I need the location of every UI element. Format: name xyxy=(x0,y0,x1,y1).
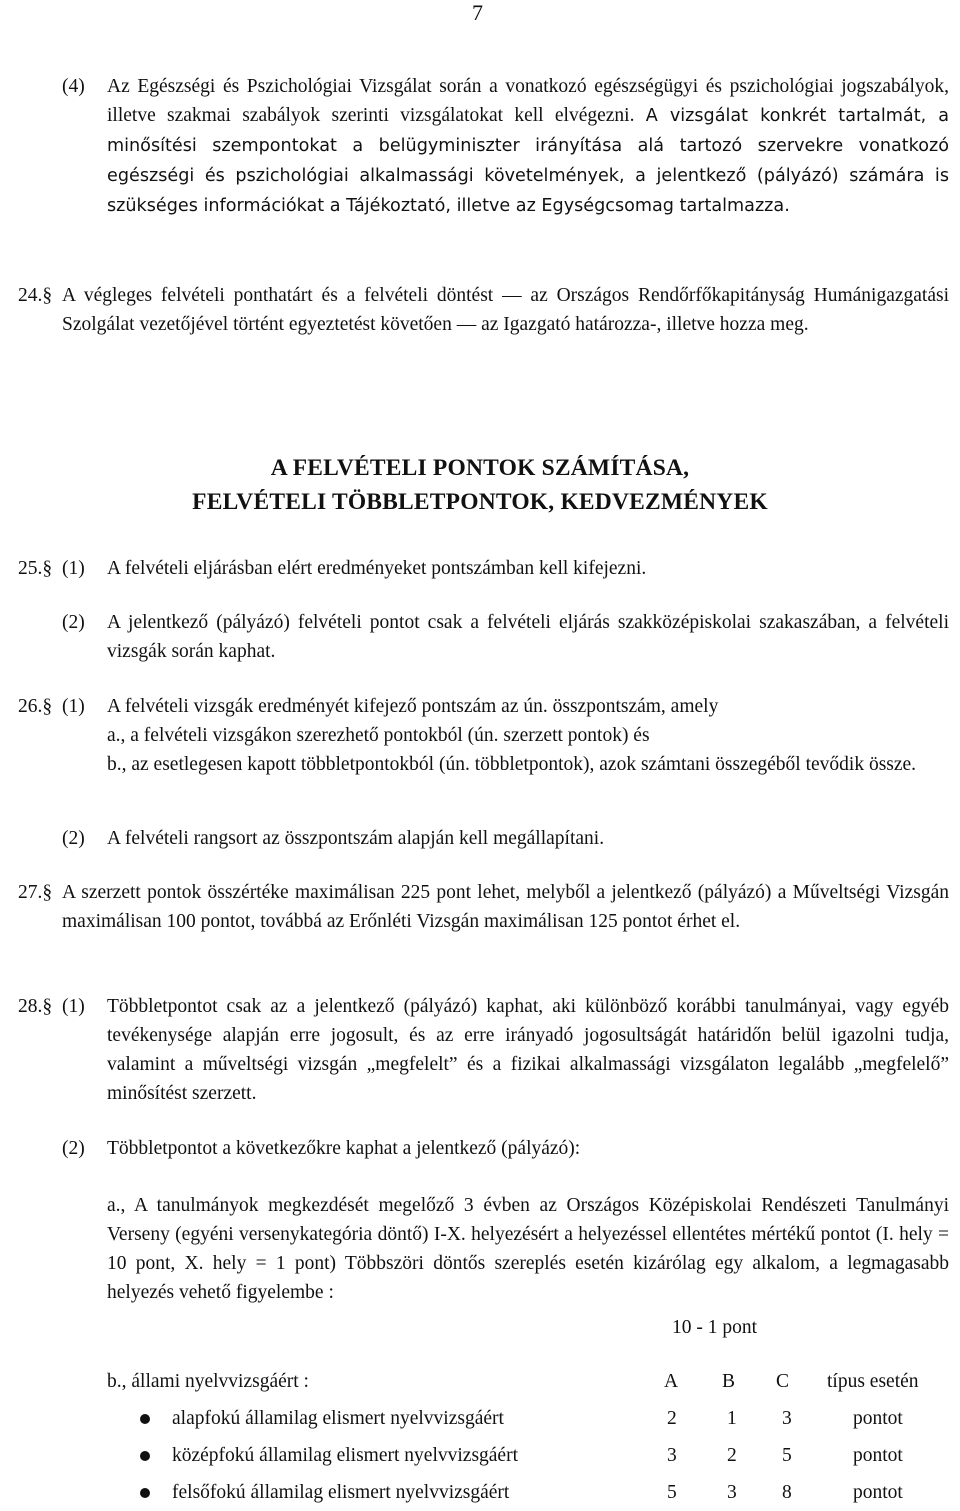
section-25-number: 25.§ xyxy=(18,558,53,579)
row-label: felsőfokú államilag elismert nyelvvizsgáért xyxy=(172,1482,510,1503)
row-value-c: 3 xyxy=(782,1408,792,1429)
section-28-number: 28.§ xyxy=(18,996,53,1017)
section-26-number: 26.§ xyxy=(18,696,53,717)
section-25-p1-text: A felvételi eljárásban elért eredményeket pontszámban kell kifejezni. xyxy=(107,558,647,579)
language-table-header xyxy=(0,1367,960,1397)
col-b-header: B xyxy=(722,1371,736,1392)
section-28-item-a-text: a., A tanulmányok megkezdését megelőző 3 évben az Országos Középiskolai Rendészeti Tanulmányi Verseny (egyéni versenykategória döntő) I-X. helyezésért a helyezéssel ellentétes mértékű pontot (I. hely = 10 pont, X. hely = 1 pont) Többszöri döntős szereplés esetén kizárólag egy alkalom, a legmagasabb helyezés vehető figyelembe : xyxy=(107,1195,949,1303)
row-value-a: 5 xyxy=(667,1482,677,1503)
section-heading-line1: A FELVÉTELI PONTOK SZÁMÍTÁSA, xyxy=(270,455,690,481)
bullet-icon xyxy=(140,1488,150,1498)
row-value-b: 2 xyxy=(727,1445,737,1466)
row-unit: pontot xyxy=(853,1408,903,1429)
table-row xyxy=(0,1478,960,1508)
section-24-text: A végleges felvételi ponthatárt és a felvételi döntést — az Országos Rendőrfőkapitányság Humánigazgatási Szolgálat vezetőjével történt egyeztetést követően — az Igazgató határozza-, illetve hozza meg. xyxy=(62,285,949,335)
section-25-p1-label: (1) xyxy=(62,558,85,579)
section-28-p2-text: Többletpontot a következőkre kaphat a jelentkező (pályázó): xyxy=(107,1138,581,1159)
para-4-text xyxy=(107,72,949,221)
row-value-c: 8 xyxy=(782,1482,792,1503)
section-26-p2-text: A felvételi rangsort az összpontszám alapján kell megállapítani. xyxy=(107,828,605,849)
row-value-c: 5 xyxy=(782,1445,792,1466)
section-28-p2-label: (2) xyxy=(62,1138,85,1159)
section-26-p2-label: (2) xyxy=(62,828,85,849)
section-heading-line2: FELVÉTELI TÖBBLETPONTOK, KEDVEZMÉNYEK xyxy=(192,489,768,515)
row-label: alapfokú államilag elismert nyelvvizsgáért xyxy=(172,1408,504,1429)
row-value-a: 2 xyxy=(667,1408,677,1429)
section-27-text: A szerzett pontok összértéke maximálisan 225 pont lehet, melyből a jelentkező (pályázó) a Műveltségi Vizsgán maximálisan 100 pontot, továbbá az Erőnléti Vizsgán maximálisan 125 pontot érhet el. xyxy=(62,882,949,932)
section-26-p1-label: (1) xyxy=(62,696,85,717)
para-4-rest: A vizsgálat konkrét tartalmát, a minősítési szempontokat a belügyminiszter irányítása alá tartozó szervekre vonatkozó egészségi és pszichológiai alkalmassági követelmények, a jelentkező (pályázó) számára is szükséges információkat a Tájékoztató, illetve az Egységcsomag tartalmazza. xyxy=(107,106,949,216)
section-26-p1-text: A felvételi vizsgák eredményét kifejező pontszám az ún. összpontszám, amely xyxy=(107,696,719,717)
row-unit: pontot xyxy=(853,1482,903,1503)
col-a-header: A xyxy=(664,1371,679,1392)
para-4-line1: Az Egészségi és Pszichológiai Vizsgálat során a vonatkozó egészségügyi és pszichológiai jogszabályok, illetve szakmai szabályok szerinti vizsgálatokat kell elvégezni. xyxy=(107,76,949,126)
section-27-number: 27.§ xyxy=(18,882,53,903)
row-unit: pontot xyxy=(853,1445,903,1466)
language-table-label: b., állami nyelvvizsgáért : xyxy=(107,1371,309,1392)
section-28-item-a-points: 10 - 1 pont xyxy=(672,1317,758,1338)
section-26-item-a: a., a felvételi vizsgákon szerezhető pontokból (ún. szerzett pontok) és xyxy=(107,725,650,746)
col-type-header: típus esetén xyxy=(827,1371,919,1392)
col-c-header: C xyxy=(776,1371,790,1392)
section-25-p2-text: A jelentkező (pályázó) felvételi pontot csak a felvételi eljárás szakközépiskolai szakaszában, a felvételi vizsgák során kaphat. xyxy=(107,612,949,662)
section-26-item-b: b., az esetlegesen kapott többletpontokból (ún. többletpontok), azok számtani összegéből tevődik össze. xyxy=(107,754,917,775)
page-number: 7 xyxy=(472,0,483,25)
table-row xyxy=(0,1404,960,1434)
row-value-b: 1 xyxy=(727,1408,737,1429)
row-label: középfokú államilag elismert nyelvvizsgáért xyxy=(172,1445,519,1466)
section-24-number: 24.§ xyxy=(18,285,53,306)
section-25-p2-label: (2) xyxy=(62,612,85,633)
para-4-label: (4) xyxy=(62,76,85,97)
table-row xyxy=(0,1441,960,1471)
row-value-b: 3 xyxy=(727,1482,737,1503)
section-28-p1-text: Többletpontot csak az a jelentkező (pályázó) kaphat, aki különböző korábbi tanulmányai, vagy egyéb tevékenysége alapján erre jogosult, és az erre irányadó jogosultságát határidőn belül igazolni tudja, valamint a műveltségi vizsgán „megfelelt” és a fizikai alkalmassági vizsgálaton legalább „megfelelő” minősítést szerzett. xyxy=(107,996,949,1104)
row-value-a: 3 xyxy=(667,1445,677,1466)
bullet-icon xyxy=(140,1451,150,1461)
bullet-icon xyxy=(140,1414,150,1424)
section-28-p1-label: (1) xyxy=(62,996,85,1017)
